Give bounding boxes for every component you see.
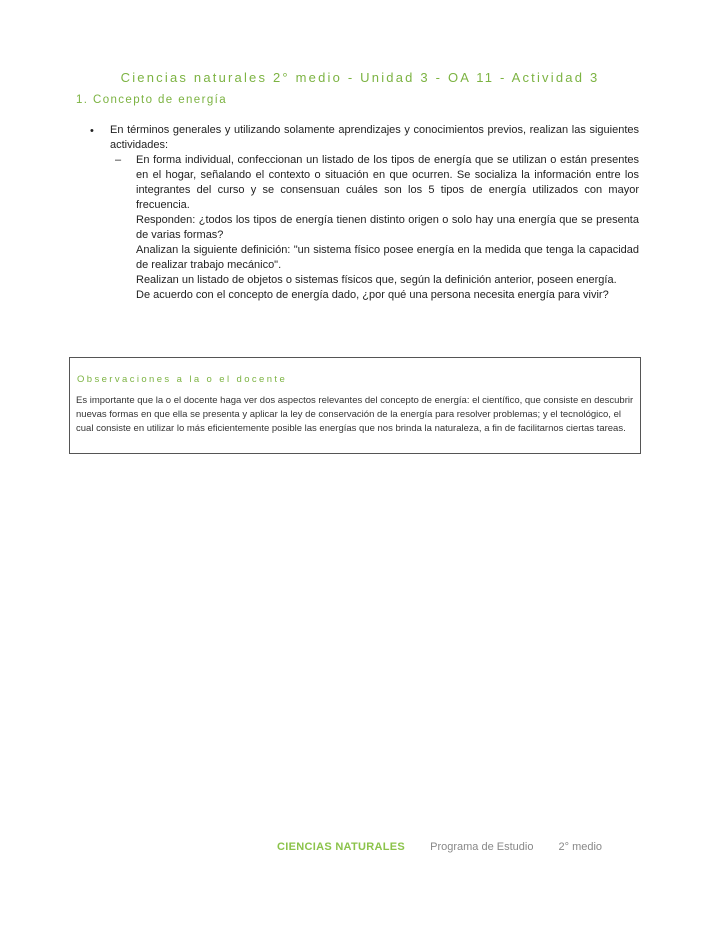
section-title: 1. Concepto de energía <box>76 94 227 106</box>
list-item-intro <box>82 123 639 153</box>
list-item <box>82 213 639 243</box>
page-header: Ciencias naturales 2° medio - Unidad 3 - OA 11 - Actividad 3 <box>120 70 600 85</box>
footer-subject: CIENCIAS NATURALES <box>277 841 406 853</box>
footer-grade: 2° medio <box>558 841 603 853</box>
activity-text: De acuerdo con el concepto de energía dado, ¿por qué una persona necesita energía para vivir? <box>136 289 609 301</box>
sub-activities <box>82 153 639 303</box>
activity-text: En forma individual, confeccionan un listado de los tipos de energía que se utilizan o están presentes en el hogar, señalando el contexto o situación en que ocurren. Se socializa la información entre los integrantes del curso y se consensuan cuáles son los 5 tipos de energía utilizados con mayor frecuencia. <box>136 154 639 211</box>
list-item <box>82 273 639 288</box>
footer-program: Programa de Estudio <box>430 841 534 853</box>
list-item <box>82 153 639 213</box>
page-footer <box>277 841 602 853</box>
activity-text: Realizan un listado de objetos o sistemas físicos que, según la definición anterior, poseen energía. <box>136 274 617 286</box>
list-item <box>82 288 639 303</box>
observations-text: Es importante que la o el docente haga ver dos aspectos relevantes del concepto de energía: el científico, que consiste en descubrir nuevas formas en que ella se presenta y aplicar la ley de conservación de la energía para resolver problemas; y el tecnológico, el cual consiste en utilizar lo más eficientemente posible las energías que nos brinda la naturaleza, a fin de facilitarnos ciertas tareas. <box>76 395 634 434</box>
observations-box <box>69 357 641 454</box>
activity-text: Responden: ¿todos los tipos de energía tienen distinto origen o solo hay una energía que se presenta de varias formas? <box>136 214 639 241</box>
observations-title: Observaciones a la o el docente <box>77 374 288 385</box>
activities-list <box>82 123 639 303</box>
activity-text: Analizan la siguiente definición: "un sistema físico posee energía en la medida que tenga la capacidad de realizar trabajo mecánico". <box>136 244 639 271</box>
dash-icon: – <box>115 154 122 166</box>
bullet-icon: • <box>90 125 94 137</box>
intro-text: En términos generales y utilizando solamente aprendizajes y conocimientos previos, realizan las siguientes actividades: <box>110 124 639 151</box>
list-item <box>82 243 639 273</box>
